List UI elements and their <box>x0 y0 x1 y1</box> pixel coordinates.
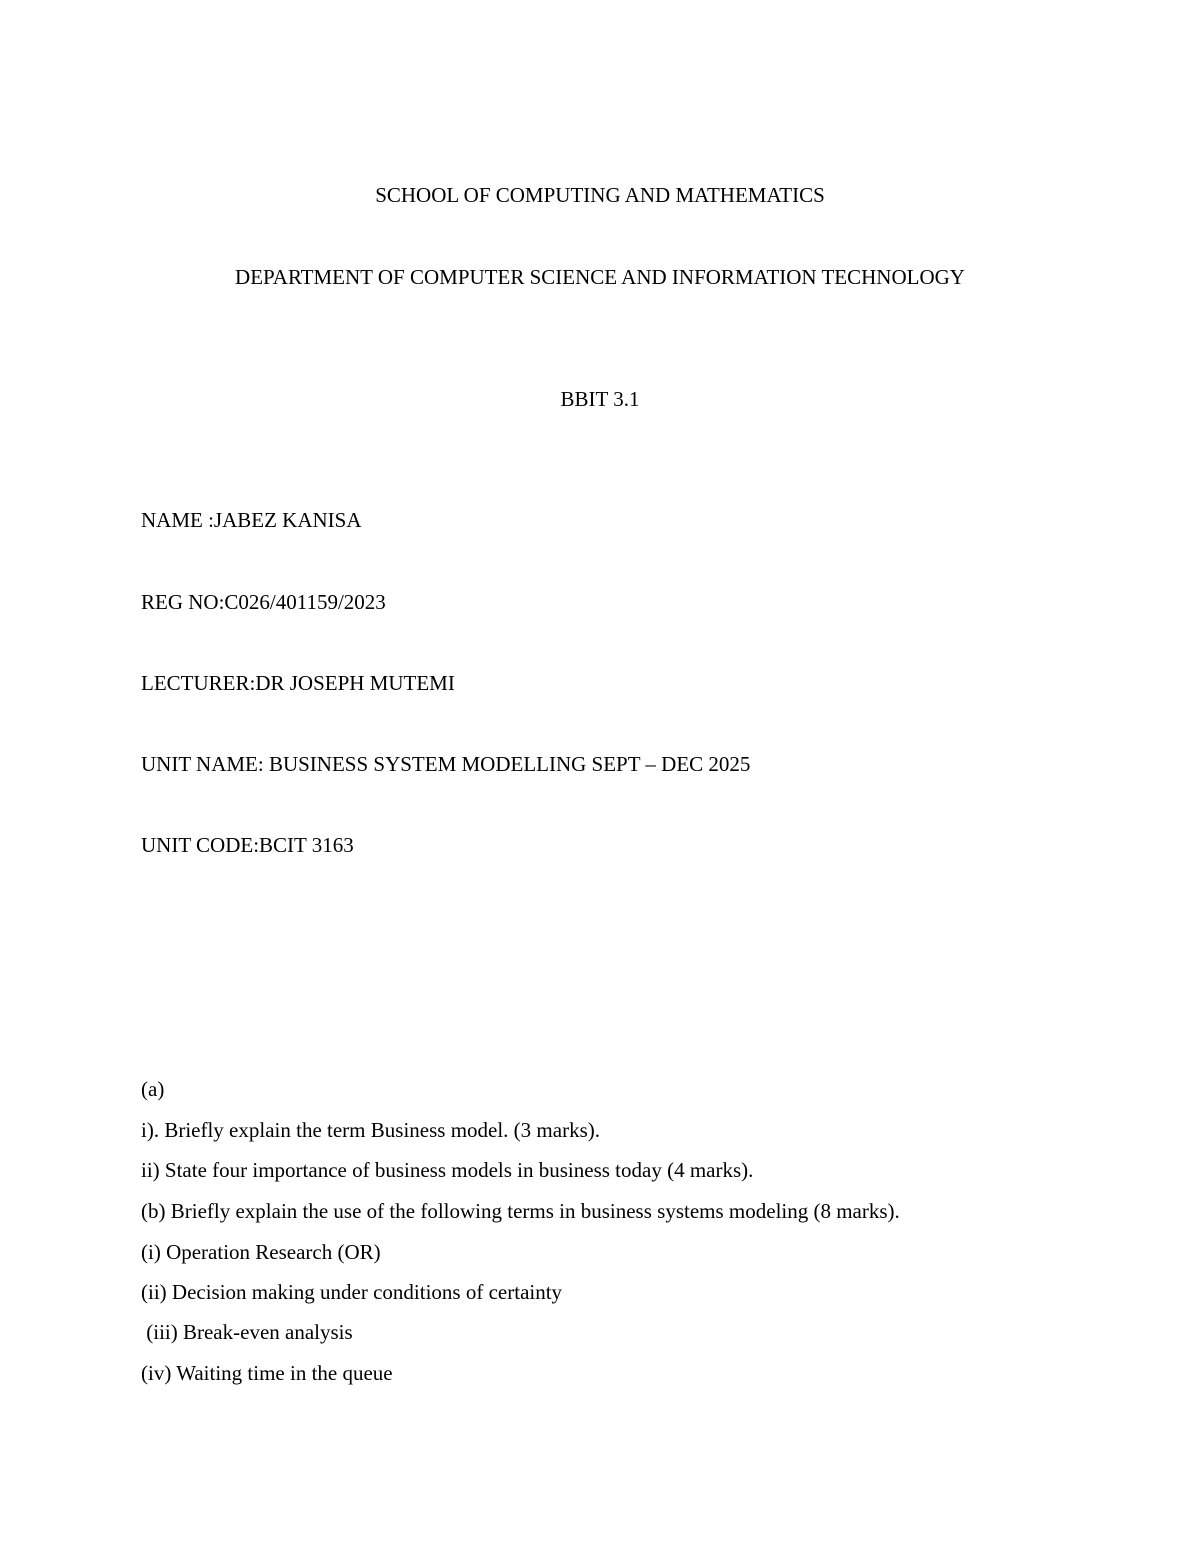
question-b-iv: (iv) Waiting time in the queue <box>141 1361 393 1385</box>
lecturer-name: LECTURER:DR JOSEPH MUTEMI <box>141 671 455 695</box>
question-b: (b) Briefly explain the use of the following terms in business systems modeling (8 marks). <box>141 1199 900 1223</box>
registration-number: REG NO:C026/401159/2023 <box>141 590 386 614</box>
unit-name: UNIT NAME: BUSINESS SYSTEM MODELLING SEPT – DEC 2025 <box>141 752 751 776</box>
student-name: NAME :JABEZ KANISA <box>141 508 362 532</box>
question-a-ii: ii) State four importance of business models in business today (4 marks). <box>141 1158 754 1182</box>
department-heading: DEPARTMENT OF COMPUTER SCIENCE AND INFORMATION TECHNOLOGY <box>235 265 965 289</box>
course-heading: BBIT 3.1 <box>560 387 640 411</box>
unit-code: UNIT CODE:BCIT 3163 <box>141 833 354 857</box>
school-heading: SCHOOL OF COMPUTING AND MATHEMATICS <box>375 183 825 207</box>
question-b-ii: (ii) Decision making under conditions of certainty <box>141 1280 563 1304</box>
question-a-i: i). Briefly explain the term Business model. (3 marks). <box>141 1118 600 1142</box>
question-b-i: (i) Operation Research (OR) <box>141 1240 381 1264</box>
question-b-iii: (iii) Break-even analysis <box>141 1320 353 1344</box>
question-part-a-label: (a) <box>141 1077 165 1101</box>
